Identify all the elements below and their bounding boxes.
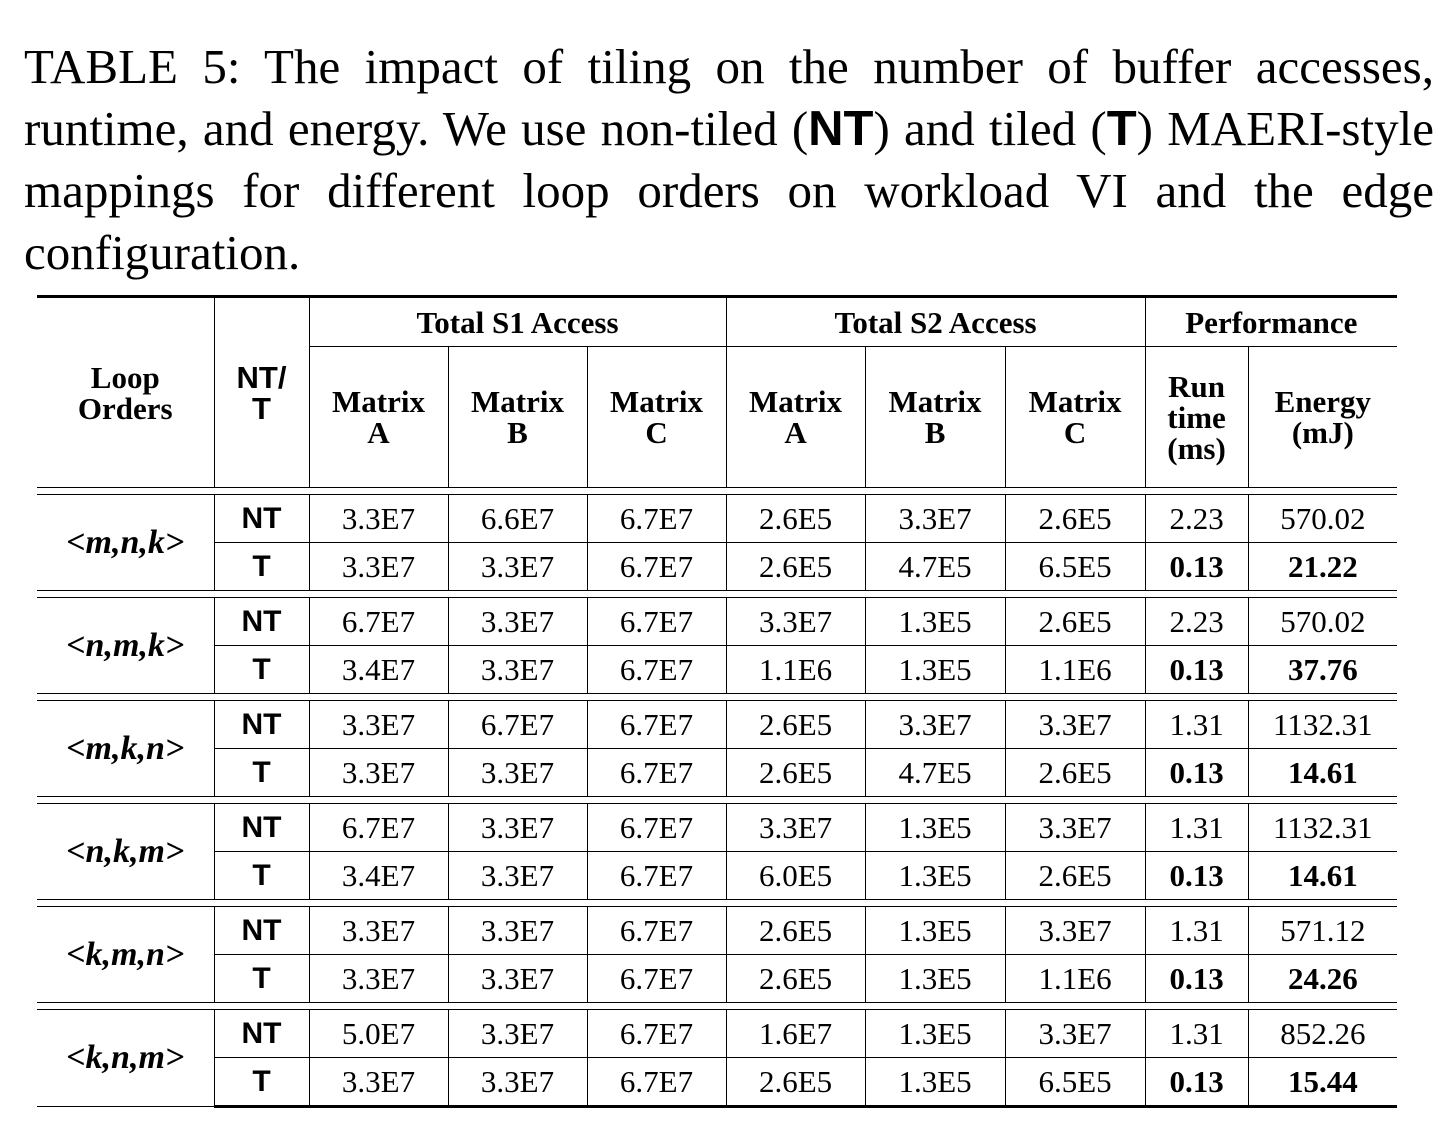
table-row: [37, 598, 1397, 646]
cell-s1b: 3.3E7: [448, 907, 587, 955]
cell-s1b: 6.6E7: [448, 495, 587, 543]
table-row: [37, 852, 1397, 900]
loop-order-cell: <m,n,k>: [37, 495, 214, 591]
cell-s2b: 1.3E5: [865, 646, 1005, 694]
cell-s1a: 3.3E7: [309, 955, 448, 1003]
cell-s2c: 3.3E7: [1005, 1010, 1145, 1058]
loop-order-cell: <m,k,n>: [37, 701, 214, 797]
cell-s1c: 6.7E7: [587, 907, 726, 955]
cell-energy: 570.02: [1248, 495, 1397, 543]
cell-runtime: 0.13: [1145, 955, 1248, 1003]
header-nt-t: NT/ T: [214, 297, 309, 488]
mode-cell: NT: [214, 804, 309, 852]
header-performance: Performance: [1145, 297, 1397, 347]
separator-cell: [37, 488, 1397, 495]
cell-s2c: 3.3E7: [1005, 804, 1145, 852]
cell-s2b: 1.3E5: [865, 1010, 1005, 1058]
cell-energy: 14.61: [1248, 852, 1397, 900]
cell-s2b: 4.7E5: [865, 749, 1005, 797]
cell-s1a: 5.0E7: [309, 1010, 448, 1058]
cell-s1c: 6.7E7: [587, 852, 726, 900]
table-row: [37, 701, 1397, 749]
cell-runtime: 1.31: [1145, 1010, 1248, 1058]
cell-s2b: 1.3E5: [865, 852, 1005, 900]
mode-cell: T: [214, 1058, 309, 1107]
cell-s2a: 2.6E5: [726, 955, 865, 1003]
table-row: [37, 495, 1397, 543]
header-s2-matrix-a: Matrix A: [726, 347, 865, 488]
cell-s1b: 3.3E7: [448, 1058, 587, 1107]
mode-cell: T: [214, 852, 309, 900]
mode-cell: T: [214, 646, 309, 694]
table-row: [37, 646, 1397, 694]
table-row: [37, 543, 1397, 591]
cell-s2a: 1.6E7: [726, 1010, 865, 1058]
cell-s2c: 2.6E5: [1005, 598, 1145, 646]
mode-cell: T: [214, 543, 309, 591]
cell-s2b: 1.3E5: [865, 955, 1005, 1003]
cell-runtime: 1.31: [1145, 701, 1248, 749]
cell-s2c: 3.3E7: [1005, 701, 1145, 749]
cell-s2b: 1.3E5: [865, 598, 1005, 646]
cell-energy: 14.61: [1248, 749, 1397, 797]
cell-s2c: 2.6E5: [1005, 749, 1145, 797]
cell-energy: 21.22: [1248, 543, 1397, 591]
cell-s1c: 6.7E7: [587, 495, 726, 543]
cell-s2c: 6.5E5: [1005, 1058, 1145, 1107]
header-s1-matrix-a: Matrix A: [309, 347, 448, 488]
separator-cell: [37, 591, 1397, 598]
cell-runtime: 1.31: [1145, 907, 1248, 955]
caption-t: T: [1106, 102, 1137, 156]
cell-s2c: 3.3E7: [1005, 907, 1145, 955]
cell-s1a: 3.4E7: [309, 646, 448, 694]
caption-text-2: ) and tiled (: [873, 101, 1107, 156]
cell-s2c: 1.1E6: [1005, 955, 1145, 1003]
cell-s1c: 6.7E7: [587, 598, 726, 646]
results-table: [37, 295, 1397, 1108]
caption-nt: NT: [808, 102, 874, 156]
header-runtime: Run time (ms): [1145, 347, 1248, 488]
header-total-s2-access: Total S2 Access: [726, 297, 1145, 347]
mode-cell: T: [214, 955, 309, 1003]
cell-s1b: 3.3E7: [448, 646, 587, 694]
table-row: [37, 1058, 1397, 1107]
separator-cell: [37, 900, 1397, 907]
cell-s2a: 2.6E5: [726, 701, 865, 749]
cell-s2c: 6.5E5: [1005, 543, 1145, 591]
cell-s1a: 3.4E7: [309, 852, 448, 900]
mode-cell: NT: [214, 907, 309, 955]
cell-s2b: 1.3E5: [865, 907, 1005, 955]
cell-energy: 37.76: [1248, 646, 1397, 694]
header-s2-matrix-c: Matrix C: [1005, 347, 1145, 488]
cell-s2b: 1.3E5: [865, 1058, 1005, 1107]
cell-s1a: 3.3E7: [309, 749, 448, 797]
cell-s2c: 2.6E5: [1005, 495, 1145, 543]
cell-s1b: 3.3E7: [448, 955, 587, 1003]
separator-cell: [37, 694, 1397, 701]
cell-energy: 15.44: [1248, 1058, 1397, 1107]
header-s1-matrix-c: Matrix C: [587, 347, 726, 488]
cell-s1c: 6.7E7: [587, 701, 726, 749]
cell-s1a: 3.3E7: [309, 543, 448, 591]
mode-cell: NT: [214, 495, 309, 543]
loop-order-cell: <k,n,m>: [37, 1010, 214, 1107]
header-energy: Energy (mJ): [1248, 347, 1397, 488]
cell-s1b: 3.3E7: [448, 1010, 587, 1058]
table-row: [37, 804, 1397, 852]
table-row: [37, 749, 1397, 797]
cell-energy: 24.26: [1248, 955, 1397, 1003]
cell-runtime: 0.13: [1145, 646, 1248, 694]
header-s1-matrix-b: Matrix B: [448, 347, 587, 488]
cell-runtime: 0.13: [1145, 852, 1248, 900]
mode-cell: NT: [214, 598, 309, 646]
cell-s2b: 4.7E5: [865, 543, 1005, 591]
cell-s1a: 3.3E7: [309, 701, 448, 749]
caption-text-1: TABLE 5: The impact of tiling on the number of buffer accesses, runtime, and energy. We use non-tiled (: [24, 39, 1434, 156]
cell-energy: 852.26: [1248, 1010, 1397, 1058]
cell-s2a: 2.6E5: [726, 495, 865, 543]
cell-s1b: 3.3E7: [448, 749, 587, 797]
cell-s1a: 3.3E7: [309, 1058, 448, 1107]
cell-s2a: 1.1E6: [726, 646, 865, 694]
cell-energy: 1132.31: [1248, 701, 1397, 749]
cell-energy: 571.12: [1248, 907, 1397, 955]
cell-s1c: 6.7E7: [587, 543, 726, 591]
block-separator: [37, 1003, 1397, 1010]
separator-cell: [37, 797, 1397, 804]
cell-s1a: 3.3E7: [309, 495, 448, 543]
cell-runtime: 2.23: [1145, 495, 1248, 543]
cell-s1a: 6.7E7: [309, 804, 448, 852]
cell-s2a: 6.0E5: [726, 852, 865, 900]
cell-runtime: 0.13: [1145, 543, 1248, 591]
cell-s1b: 3.3E7: [448, 804, 587, 852]
loop-order-cell: <n,m,k>: [37, 598, 214, 694]
header-s2-matrix-b: Matrix B: [865, 347, 1005, 488]
block-separator: [37, 900, 1397, 907]
cell-s2a: 2.6E5: [726, 1058, 865, 1107]
cell-s2c: 2.6E5: [1005, 852, 1145, 900]
mode-cell: T: [214, 749, 309, 797]
block-separator: [37, 488, 1397, 495]
cell-s2a: 3.3E7: [726, 804, 865, 852]
loop-order-cell: <n,k,m>: [37, 804, 214, 900]
cell-s2a: 3.3E7: [726, 598, 865, 646]
caption-text-3: ) MAERI-style mappings for different loop orders on workload VI and the edge configuration.: [24, 101, 1434, 280]
mode-cell: NT: [214, 701, 309, 749]
cell-s2a: 2.6E5: [726, 543, 865, 591]
cell-s2b: 1.3E5: [865, 804, 1005, 852]
table-row: [37, 907, 1397, 955]
cell-s1c: 6.7E7: [587, 646, 726, 694]
table-caption: [24, 36, 1434, 284]
cell-s1b: 3.3E7: [448, 543, 587, 591]
cell-runtime: 0.13: [1145, 749, 1248, 797]
table-body: [37, 488, 1397, 1107]
cell-s1a: 6.7E7: [309, 598, 448, 646]
cell-s1a: 3.3E7: [309, 907, 448, 955]
block-separator: [37, 591, 1397, 598]
cell-s2a: 2.6E5: [726, 907, 865, 955]
header-loop-orders: Loop Orders: [37, 297, 214, 488]
cell-runtime: 0.13: [1145, 1058, 1248, 1107]
table-row: [37, 1010, 1397, 1058]
cell-s1c: 6.7E7: [587, 955, 726, 1003]
cell-energy: 1132.31: [1248, 804, 1397, 852]
table-row: [37, 955, 1397, 1003]
cell-s1c: 6.7E7: [587, 1010, 726, 1058]
loop-order-cell: <k,m,n>: [37, 907, 214, 1003]
cell-s2c: 1.1E6: [1005, 646, 1145, 694]
separator-cell: [37, 1003, 1397, 1010]
cell-energy: 570.02: [1248, 598, 1397, 646]
cell-s1b: 3.3E7: [448, 598, 587, 646]
cell-s1c: 6.7E7: [587, 749, 726, 797]
cell-s1c: 6.7E7: [587, 804, 726, 852]
cell-s2b: 3.3E7: [865, 495, 1005, 543]
block-separator: [37, 694, 1397, 701]
cell-s1b: 3.3E7: [448, 852, 587, 900]
cell-s2b: 3.3E7: [865, 701, 1005, 749]
cell-s2a: 2.6E5: [726, 749, 865, 797]
block-separator: [37, 797, 1397, 804]
header-total-s1-access: Total S1 Access: [309, 297, 726, 347]
cell-s1c: 6.7E7: [587, 1058, 726, 1107]
mode-cell: NT: [214, 1010, 309, 1058]
cell-s1b: 6.7E7: [448, 701, 587, 749]
cell-runtime: 1.31: [1145, 804, 1248, 852]
cell-runtime: 2.23: [1145, 598, 1248, 646]
